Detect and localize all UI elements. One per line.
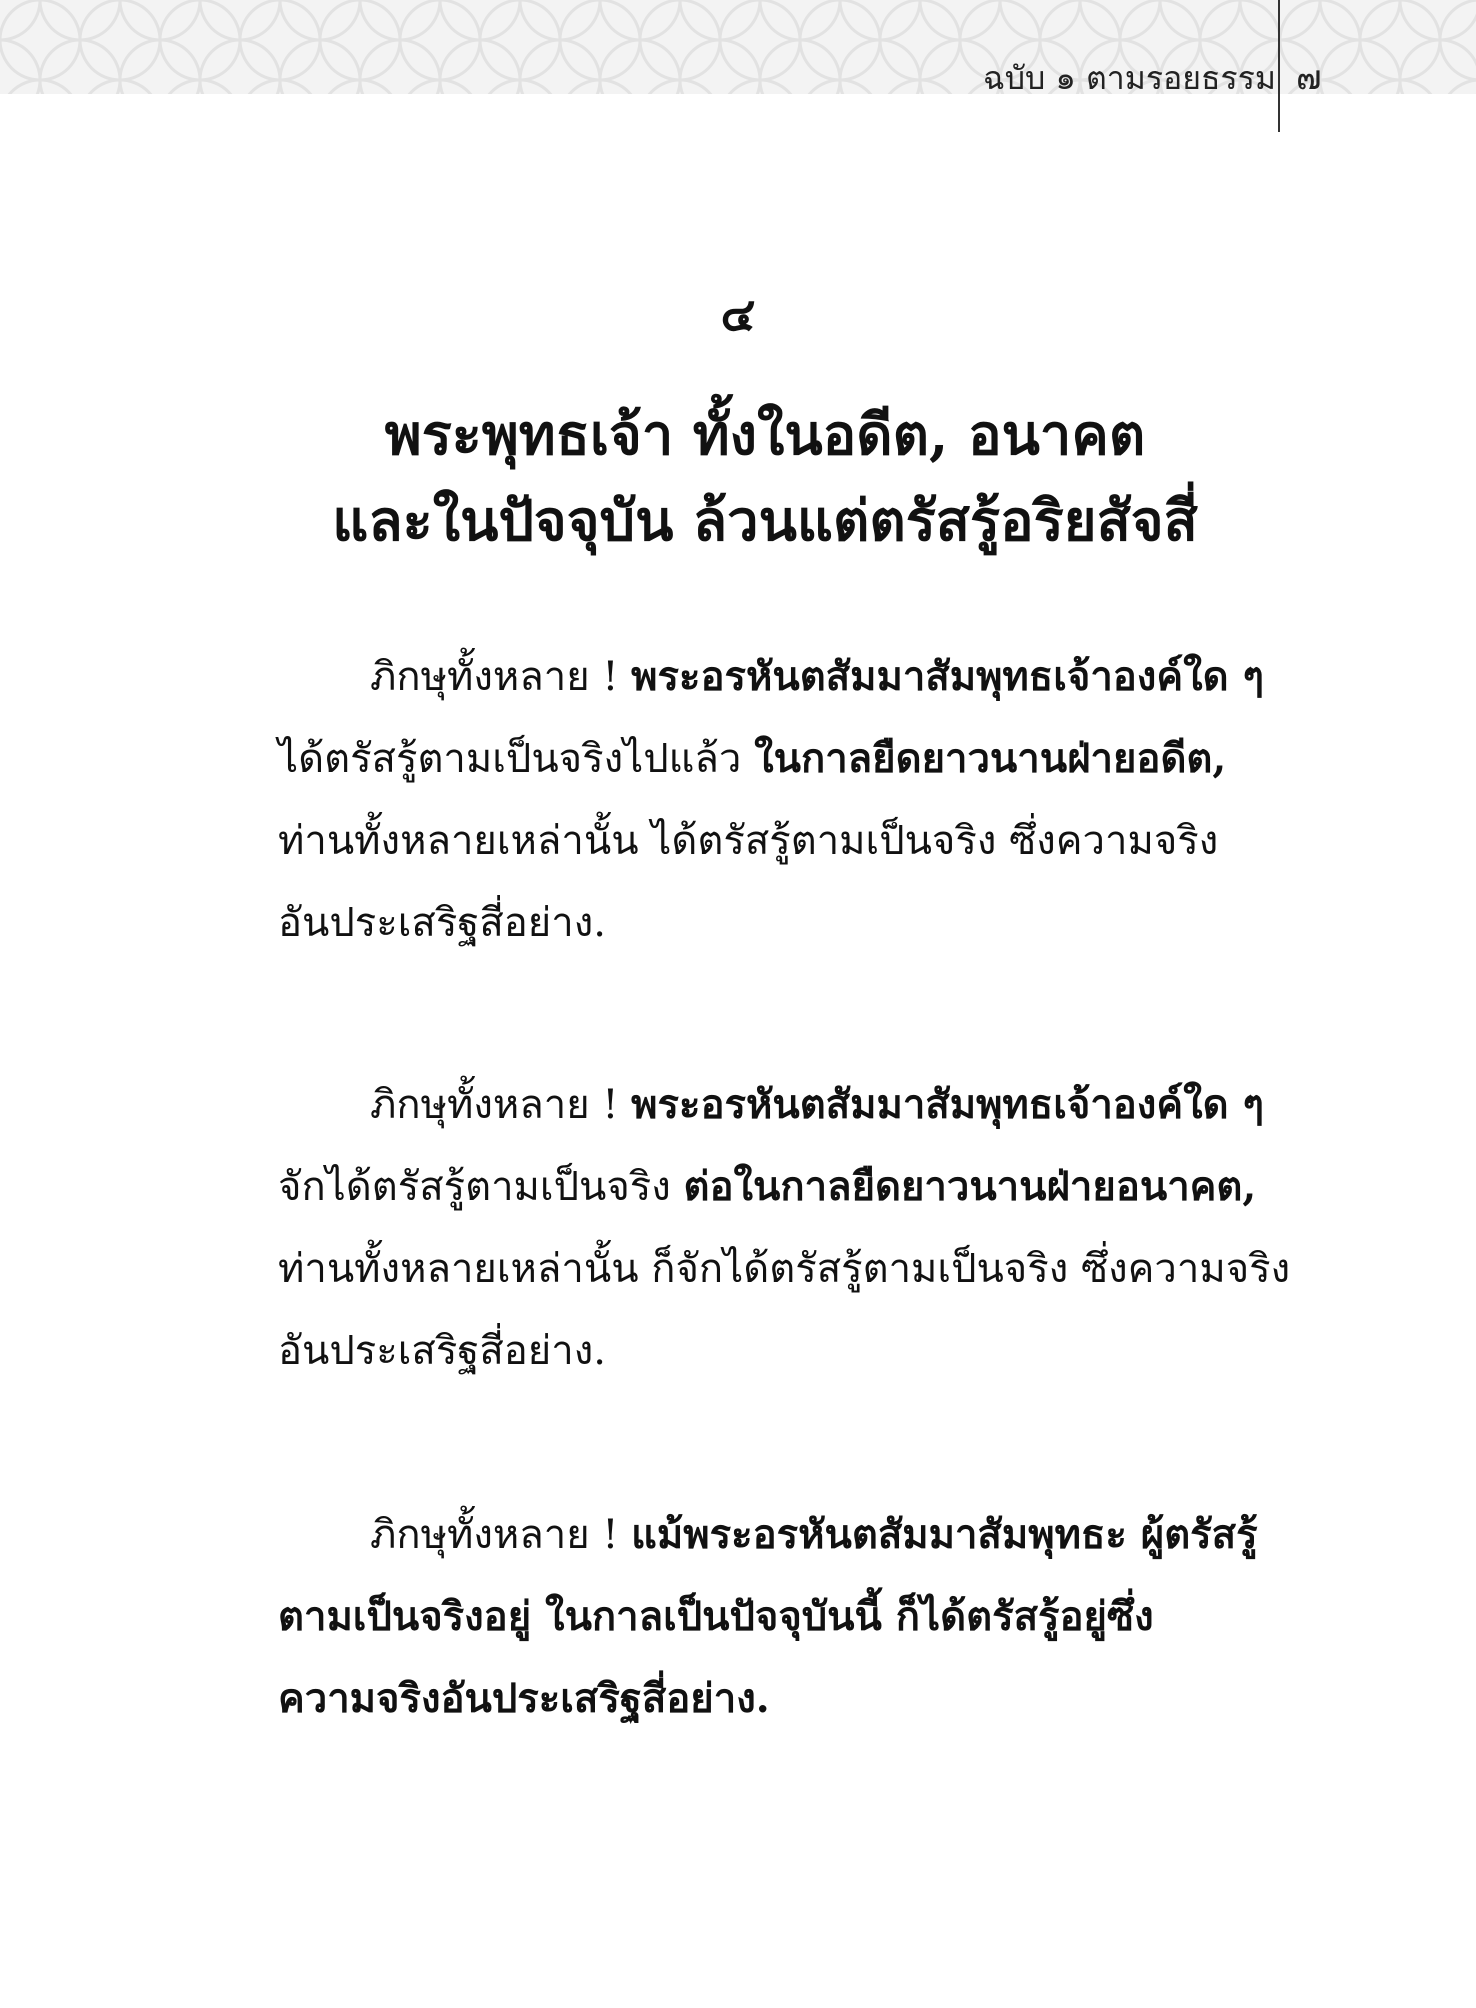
line-normal-text: อันประเสริฐสี่อย่าง. bbox=[278, 1328, 606, 1374]
paragraph-line bbox=[278, 1228, 1291, 1310]
line-bold-text: พระอรหันตสัมมาสัมพุทธเจ้าองค์ใด ๆ bbox=[631, 1081, 1265, 1128]
paragraph-line bbox=[278, 882, 1278, 964]
paragraph-line bbox=[278, 1146, 1278, 1228]
header-divider bbox=[1278, 0, 1280, 132]
paragraph-present-buddhas bbox=[278, 1494, 1278, 1740]
paragraph-line bbox=[278, 1310, 1278, 1392]
running-header-title: ฉบับ ๑ ตามรอยธรรม bbox=[982, 59, 1276, 97]
paragraph-past-buddhas bbox=[278, 636, 1278, 964]
chapter-title-line-2: และในปัจจุบัน ล้วนแต่ตรัสรู้อริยสัจสี่ bbox=[332, 488, 1198, 554]
line-bold-text: ต่อในกาลยืดยาวนานฝ่ายอนาคต, bbox=[683, 1163, 1257, 1210]
paragraph-line bbox=[278, 718, 1278, 800]
line-normal-text: จักได้ตรัสรู้ตามเป็นจริง bbox=[278, 1164, 684, 1210]
line-bold-text: ในกาลยืดยาวนานฝ่ายอดีต, bbox=[754, 735, 1227, 782]
paragraph-line bbox=[278, 1576, 1278, 1658]
paragraph-line bbox=[278, 1658, 1278, 1740]
line-bold-text: ความจริงอันประเสริฐสี่อย่าง. bbox=[278, 1675, 770, 1722]
line-normal-text: ท่านทั้งหลายเหล่านั้น ก็จักได้ตรัสรู้ตามเป็นจริง ซึ่งความจริง bbox=[278, 1246, 1291, 1292]
line-bold-text: แม้พระอรหันตสัมมาสัมพุทธะ ผู้ตรัสรู้ bbox=[631, 1511, 1258, 1558]
line-normal-text: ท่านทั้งหลายเหล่านั้น ได้ตรัสรู้ตามเป็นจริง ซึ่งความจริง bbox=[278, 818, 1219, 864]
chapter-number: ๔ bbox=[720, 287, 756, 341]
paragraph-future-buddhas bbox=[278, 1064, 1291, 1392]
page-number: ๗ bbox=[1296, 58, 1322, 98]
line-normal-text: ได้ตรัสรู้ตามเป็นจริงไปแล้ว bbox=[278, 736, 755, 782]
paragraph-line bbox=[278, 636, 1278, 718]
line-normal-text: อันประเสริฐสี่อย่าง. bbox=[278, 900, 606, 946]
paragraph-line bbox=[278, 800, 1278, 882]
paragraph-line bbox=[278, 1064, 1278, 1146]
line-bold-text: ตามเป็นจริงอยู่ ในกาลเป็นปัจจุบันนี้ ก็ได้ตรัสรู้อยู่ซึ่ง bbox=[278, 1593, 1154, 1640]
line-bold-text: พระอรหันตสัมมาสัมพุทธเจ้าองค์ใด ๆ bbox=[631, 653, 1265, 700]
line-normal-text: ภิกษุทั้งหลาย ! bbox=[370, 1512, 632, 1558]
line-normal-text: ภิกษุทั้งหลาย ! bbox=[370, 654, 632, 700]
chapter-title-line-1: พระพุทธเจ้า ทั้งในอดีต, อนาคต bbox=[384, 402, 1146, 468]
chapter-title bbox=[240, 392, 1290, 564]
paragraph-line bbox=[278, 1494, 1278, 1576]
line-normal-text: ภิกษุทั้งหลาย ! bbox=[370, 1082, 632, 1128]
